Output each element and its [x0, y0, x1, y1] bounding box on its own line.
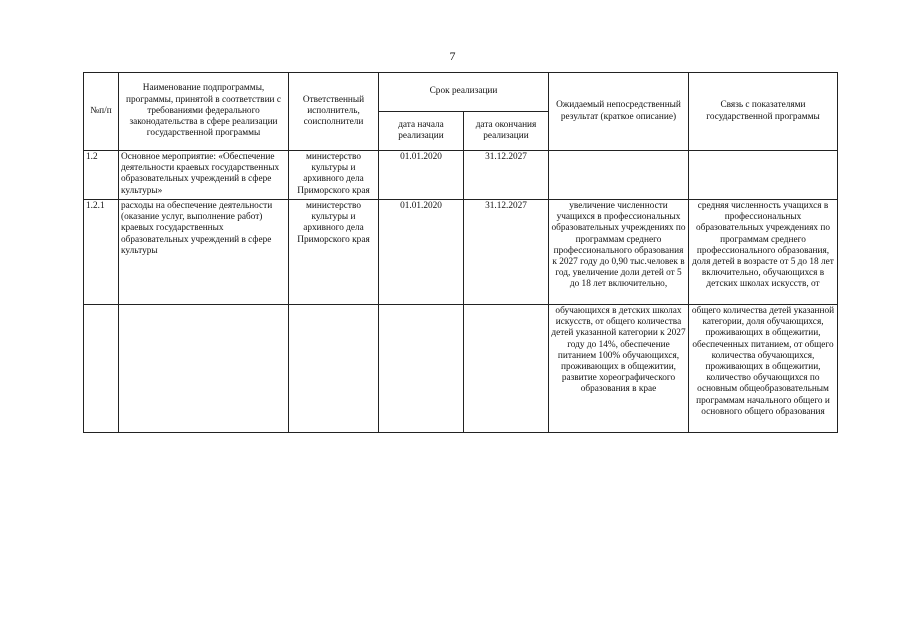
row-start: 01.01.2020 — [379, 151, 464, 200]
row-start — [379, 305, 464, 433]
table-row — [84, 151, 838, 200]
page-number: 7 — [449, 49, 456, 63]
row-result: увеличение численности учащихся в профессиональных образовательных учреждениях по программам среднего профессионального образования к 2027 году до 0,90 тыс.человек в год, увеличение доли детей от 5 до 18 лет включительно, — [549, 200, 689, 305]
row-num: 1.2 — [84, 151, 119, 200]
header-responsible: Ответственный исполнитель, соисполнители — [289, 73, 379, 151]
header-link: Связь с показателями государственной программы — [689, 73, 838, 151]
row-num — [84, 305, 119, 433]
program-table — [83, 72, 838, 433]
row-name: Основное мероприятие: «Обеспечение деятельности краевых государственных образовательных учреждений в сфере культуры» — [119, 151, 289, 200]
row-link: средняя численность учащихся в профессиональных образовательных учреждениях по программам среднего профессионального образования, доля детей в возрасте от 5 до 18 лет включительно, обучающихся в детских школах искусств, от — [689, 200, 838, 305]
row-result: обучающихся в детских школах искусств, от общего количества детей указанной категории к 2027 году до 14%, обеспечение питанием 100% обучающихся, проживающих в общежитии, развитие хореографического образования в крае — [549, 305, 689, 433]
table-row — [84, 200, 838, 305]
row-responsible — [289, 305, 379, 433]
row-result — [549, 151, 689, 200]
header-term: Срок реализации — [379, 73, 549, 112]
header-result: Ожидаемый непосредственный результат (краткое описание) — [549, 73, 689, 151]
row-end: 31.12.2027 — [464, 151, 549, 200]
header-num: №п/п — [84, 73, 119, 151]
header-row — [84, 73, 838, 112]
row-num: 1.2.1 — [84, 200, 119, 305]
row-name: расходы на обеспечение деятельности (оказание услуг, выполнение работ) краевых государственных образовательных учреждений в сфере культуры — [119, 200, 289, 305]
row-end — [464, 305, 549, 433]
header-name: Наименование подпрограммы, программы, принятой в соответствии с требованиями федерального законодательства в сфере реализации государственной программы — [119, 73, 289, 151]
row-start: 01.01.2020 — [379, 200, 464, 305]
header-end: дата окончания реализации — [464, 112, 549, 151]
row-responsible: министерство культуры и архивного дела Приморского края — [289, 200, 379, 305]
row-name — [119, 305, 289, 433]
row-link: общего количества детей указанной категории, доля обучающихся, проживающих в общежитии, обеспеченных питанием, от общего количества обучающихся, проживающих в общежитии, количество обучающихся по основным общеобразовательным программам начального общего и основного общего образования — [689, 305, 838, 433]
row-responsible: министерство культуры и архивного дела Приморского края — [289, 151, 379, 200]
header-start: дата начала реализации — [379, 112, 464, 151]
row-end: 31.12.2027 — [464, 200, 549, 305]
row-link — [689, 151, 838, 200]
table-row — [84, 305, 838, 433]
